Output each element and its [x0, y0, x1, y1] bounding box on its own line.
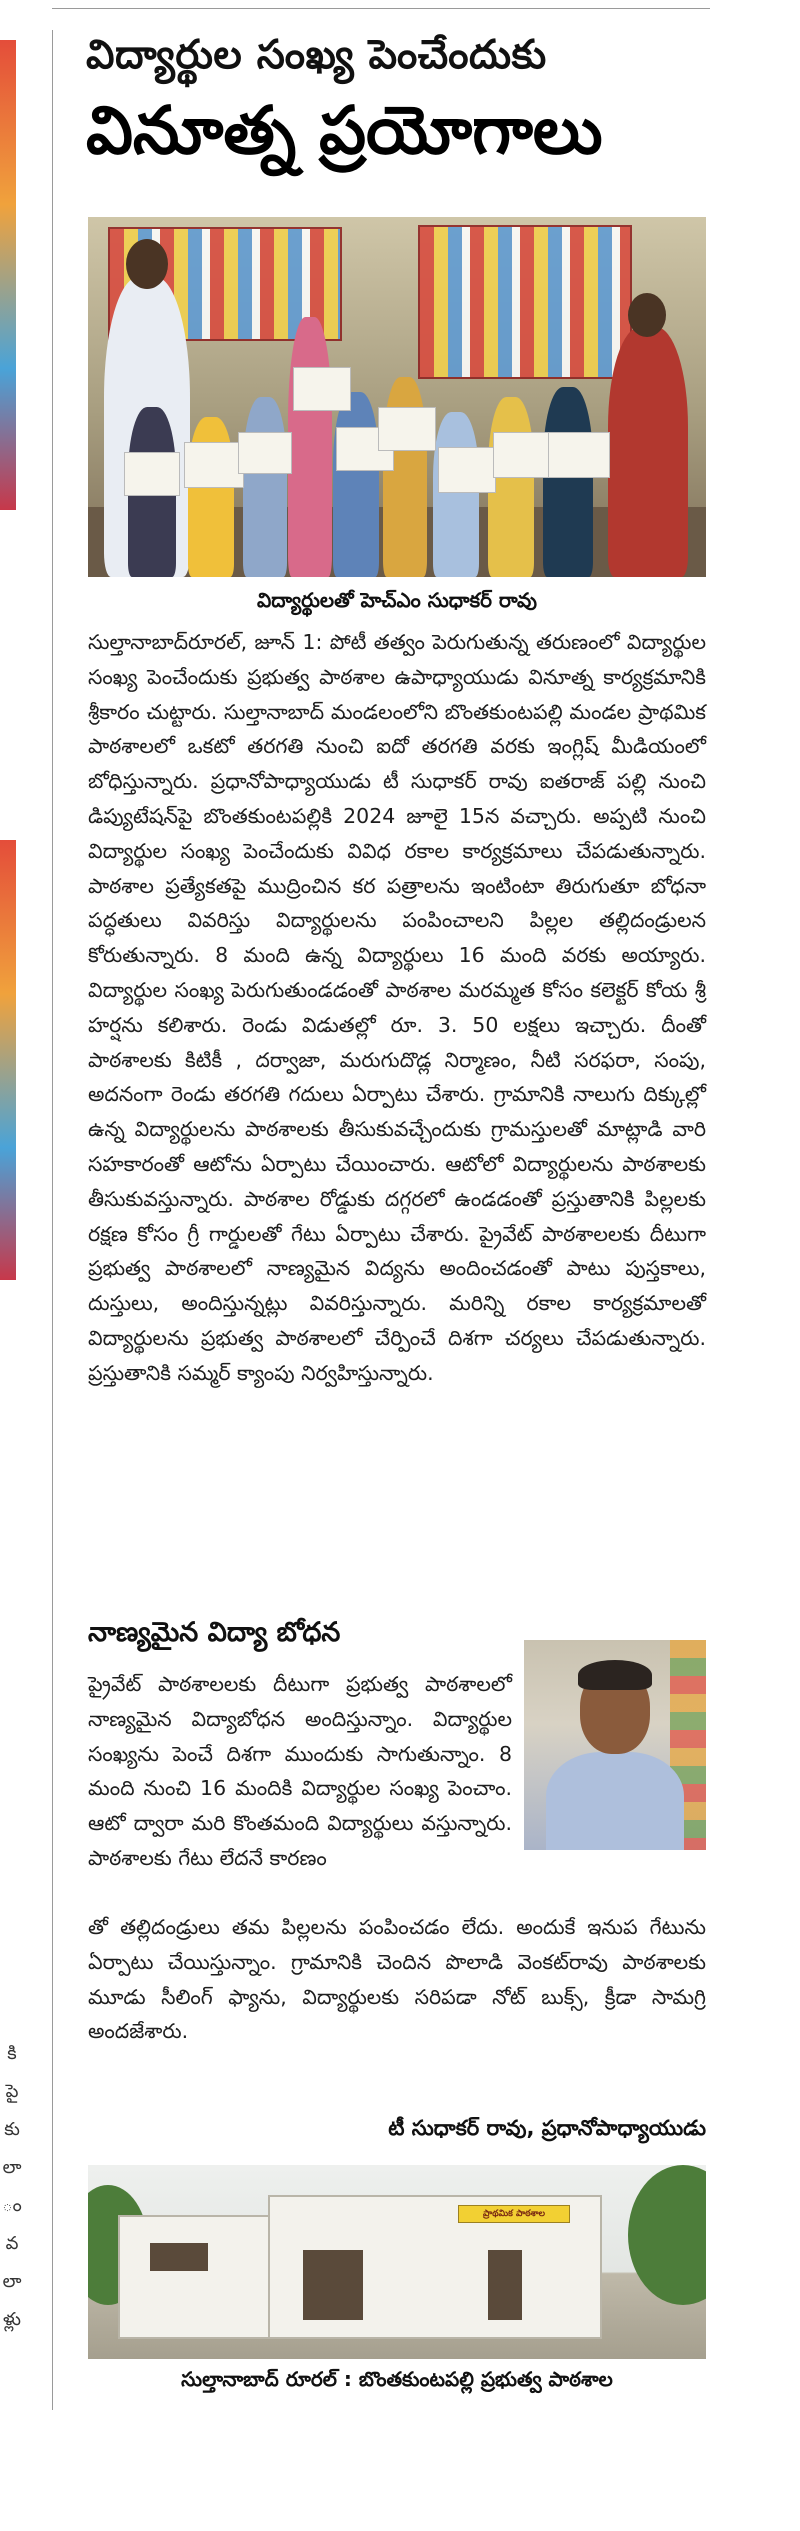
- child-figure: [433, 412, 479, 577]
- portrait-hair: [578, 1660, 652, 1690]
- photo-caption: విద్యార్థులతో హెచ్ఎం సుధాకర్ రావు: [256, 588, 538, 612]
- adjacent-glyph: కి: [7, 2043, 17, 2064]
- building-doorway: [303, 2250, 363, 2320]
- section-subheading: నాణ్యమైన విద్యా బోధన: [88, 1617, 341, 1648]
- adjacent-glyph: ం: [2, 2195, 22, 2216]
- photo-caption: సుల్తానాబాద్ రూరల్ : బొంతకుంటపల్లి ప్రభుత్వ పాఠశాల: [181, 2367, 613, 2391]
- article-kicker: విద్యార్థుల సంఖ్య పెంచేందుకు: [86, 32, 547, 78]
- drawing-card: [238, 432, 292, 474]
- building-window: [150, 2243, 208, 2271]
- school-name-board: ప్రాథమిక పాఠశాల: [458, 2205, 570, 2223]
- adjacent-glyph: కు: [4, 2119, 20, 2140]
- child-figure: [333, 392, 379, 577]
- drawing-card: [438, 447, 496, 493]
- article-headline: వినూత్న ప్రయోగాలు: [86, 92, 603, 169]
- drawing-card: [493, 432, 551, 478]
- quote-text-part2: తో తల్లిదండ్రులు తమ పిల్లలను పంపించడం లేదు. అందుకే ఇనుప గేటును ఏర్పాటు చేయిస్తున్నాం. గ్రామానికి చెందిన పొలాడి వెంకట్‌రావు పాఠశాలకు మూడు సీలింగ్ ఫ్యాను, విద్యార్థులకు సరిపడా నోట్ బుక్స్, క్రీడా సామగ్రి అందజేశారు.: [88, 1915, 706, 2044]
- drawing-card: [293, 367, 351, 411]
- adjacent-column-text: [0, 2035, 24, 2339]
- adjacent-glyph: ళ్లు: [3, 2309, 21, 2330]
- adjacent-glyph: పై: [5, 2081, 19, 2102]
- drawing-card: [184, 442, 244, 488]
- child-figure: [243, 397, 287, 577]
- child-figure: [188, 417, 234, 577]
- adjacent-photo-strip-top: [0, 40, 16, 510]
- article-body: సుల్తానాబాద్‌రూరల్, జూన్ 1: పోటీ తత్వం పెరుగుతున్న తరుణంలో విద్యార్థుల సంఖ్య పెంచేందుకు ప్రభుత్వ పాఠశాల ఉపాధ్యాయుడు వినూత్న కార్యక్రమానికి శ్రీకారం చుట్టారు. సుల్తానాబాద్ మండలంలోని బొంతకుంటపల్లి మండల ప్రాథమిక పాఠశాలలో ఒకటో తరగతి నుంచి ఐదో తరగతి వరకు ఇంగ్లిష్ మీడియంలో బోధిస్తున్నారు. ప్రధానోపాధ్యాయుడు టీ సుధాకర్ రావు ఐతరాజ్ పల్లి నుంచి డిప్యుటేషన్‌పై బొంతకుంటపల్లికి 2024 జూలై 15న వచ్చారు. అప్పటి నుంచి విద్యార్థుల సంఖ్య పెంచేందుకు వివిధ రకాల కార్యక్రమాలు చేపడుతున్నారు. పాఠశాల ప్రత్యేకతపై ముద్రించిన కర పత్రాలను ఇంటింటా తిరుగుతూ బోధనా పద్ధతులు వివరిస్తు విద్యార్థులను పంపించాలని పిల్లల తల్లిదండ్రులన కోరుతున్నారు. 8 మంది ఉన్న విద్యార్థులు 16 మంది వరకు అయ్యారు. విద్యార్థుల సంఖ్య పెరుగుతుండడంతో పాఠశాల మరమ్మత కోసం కలెక్టర్ కోయ శ్రీ హర్షను కలిశారు. రెండు విడుతల్లో రూ. 3. 50 లక్షలు ఇచ్చారు. దీంతో పాఠశాలకు కిటికీ , దర్వాజా, మరుగుదొడ్ల నిర్మాణం, నీటి సరఫరా, సంపు, అదనంగా రెండు తరగతి గదులు ఏర్పాటు చేశారు. గ్రామానికి నాలుగు దిక్కుల్లో ఉన్న విద్యార్థులను పాఠశాలకు తీసుకువచ్చేందుకు గ్రామస్తులతో మాట్లాడి వారి సహకారంతో ఆటోను ఏర్పాటు చేయించారు. ఆటోలో విద్యార్థులను పాఠశాలకు తీసుకువస్తున్నారు. పాఠశాల రోడ్డుకు దగ్గరలో ఉండడంతో ప్రస్తుతానికి పిల్లలకు రక్షణ కోసం గ్రీ గార్డులతో గేటు ఏర్పాటు చేశారు. ప్రైవేట్ పాఠశాలలకు దీటుగా ప్రభుత్వ పాఠశాలలో నాణ్యమైన విద్యను అందించడంతో పాటు పుస్తకాలు, దుస్తులు, అందిస్తున్నట్లు వివరిస్తున్నారు. మరిన్ని రకాల కార్యక్రమాలతో విద్యార్థులను ప్రభుత్వ పాఠశాలలో చేర్పించే దిశగా చర్యలు చేపడుతున్నారు. ప్రస్తుతానికి సమ్మర్ క్యాంపు నిర్వహిస్తున్నారు.: [88, 630, 706, 1385]
- quote-text-part1: ప్రైవేట్ పాఠశాలలకు దీటుగా ప్రభుత్వ పాఠశాలలో నాణ్యమైన విద్యాబోధన అందిస్తున్నాం. విద్యార్థుల సంఖ్యను పెంచే దిశగా ముందుకు సాగుతున్నాం. 8 మంది నుంచి 16 మందికి విద్యార్థుల సంఖ్య పెంచాం. ఆటో ద్వారా మరి కొంతమంది విద్యార్థులు వస్తున్నారు. పాఠశాలకు గేటు లేదనే కారణం: [88, 1672, 512, 1870]
- top-rule: [52, 8, 710, 9]
- adjacent-glyph: లా: [2, 2271, 22, 2292]
- drawing-card: [378, 407, 436, 451]
- teacher-head: [628, 293, 666, 337]
- child-figure: [288, 317, 332, 577]
- adjacent-glyph: లా: [2, 2157, 22, 2178]
- column-rule: [52, 30, 53, 2410]
- students-photo: [88, 217, 706, 577]
- headmaster-portrait: [524, 1640, 706, 1850]
- building-left-block: [118, 2215, 272, 2339]
- child-figure: [543, 387, 593, 577]
- drawing-card: [548, 432, 610, 478]
- drawing-card: [124, 452, 180, 496]
- wall-chart-right: [418, 225, 632, 379]
- headmaster-head: [126, 239, 168, 289]
- quote-attribution: టీ సుధాకర్ రావు, ప్రధానోపాధ్యాయుడు: [388, 2116, 706, 2140]
- portrait-shirt: [546, 1752, 684, 1850]
- teacher-figure: [608, 327, 688, 577]
- building-door: [488, 2250, 522, 2320]
- tree: [628, 2165, 706, 2305]
- adjacent-photo-strip-middle: [0, 840, 16, 1280]
- school-building-photo: [88, 2165, 706, 2359]
- adjacent-glyph: వ: [5, 2233, 19, 2254]
